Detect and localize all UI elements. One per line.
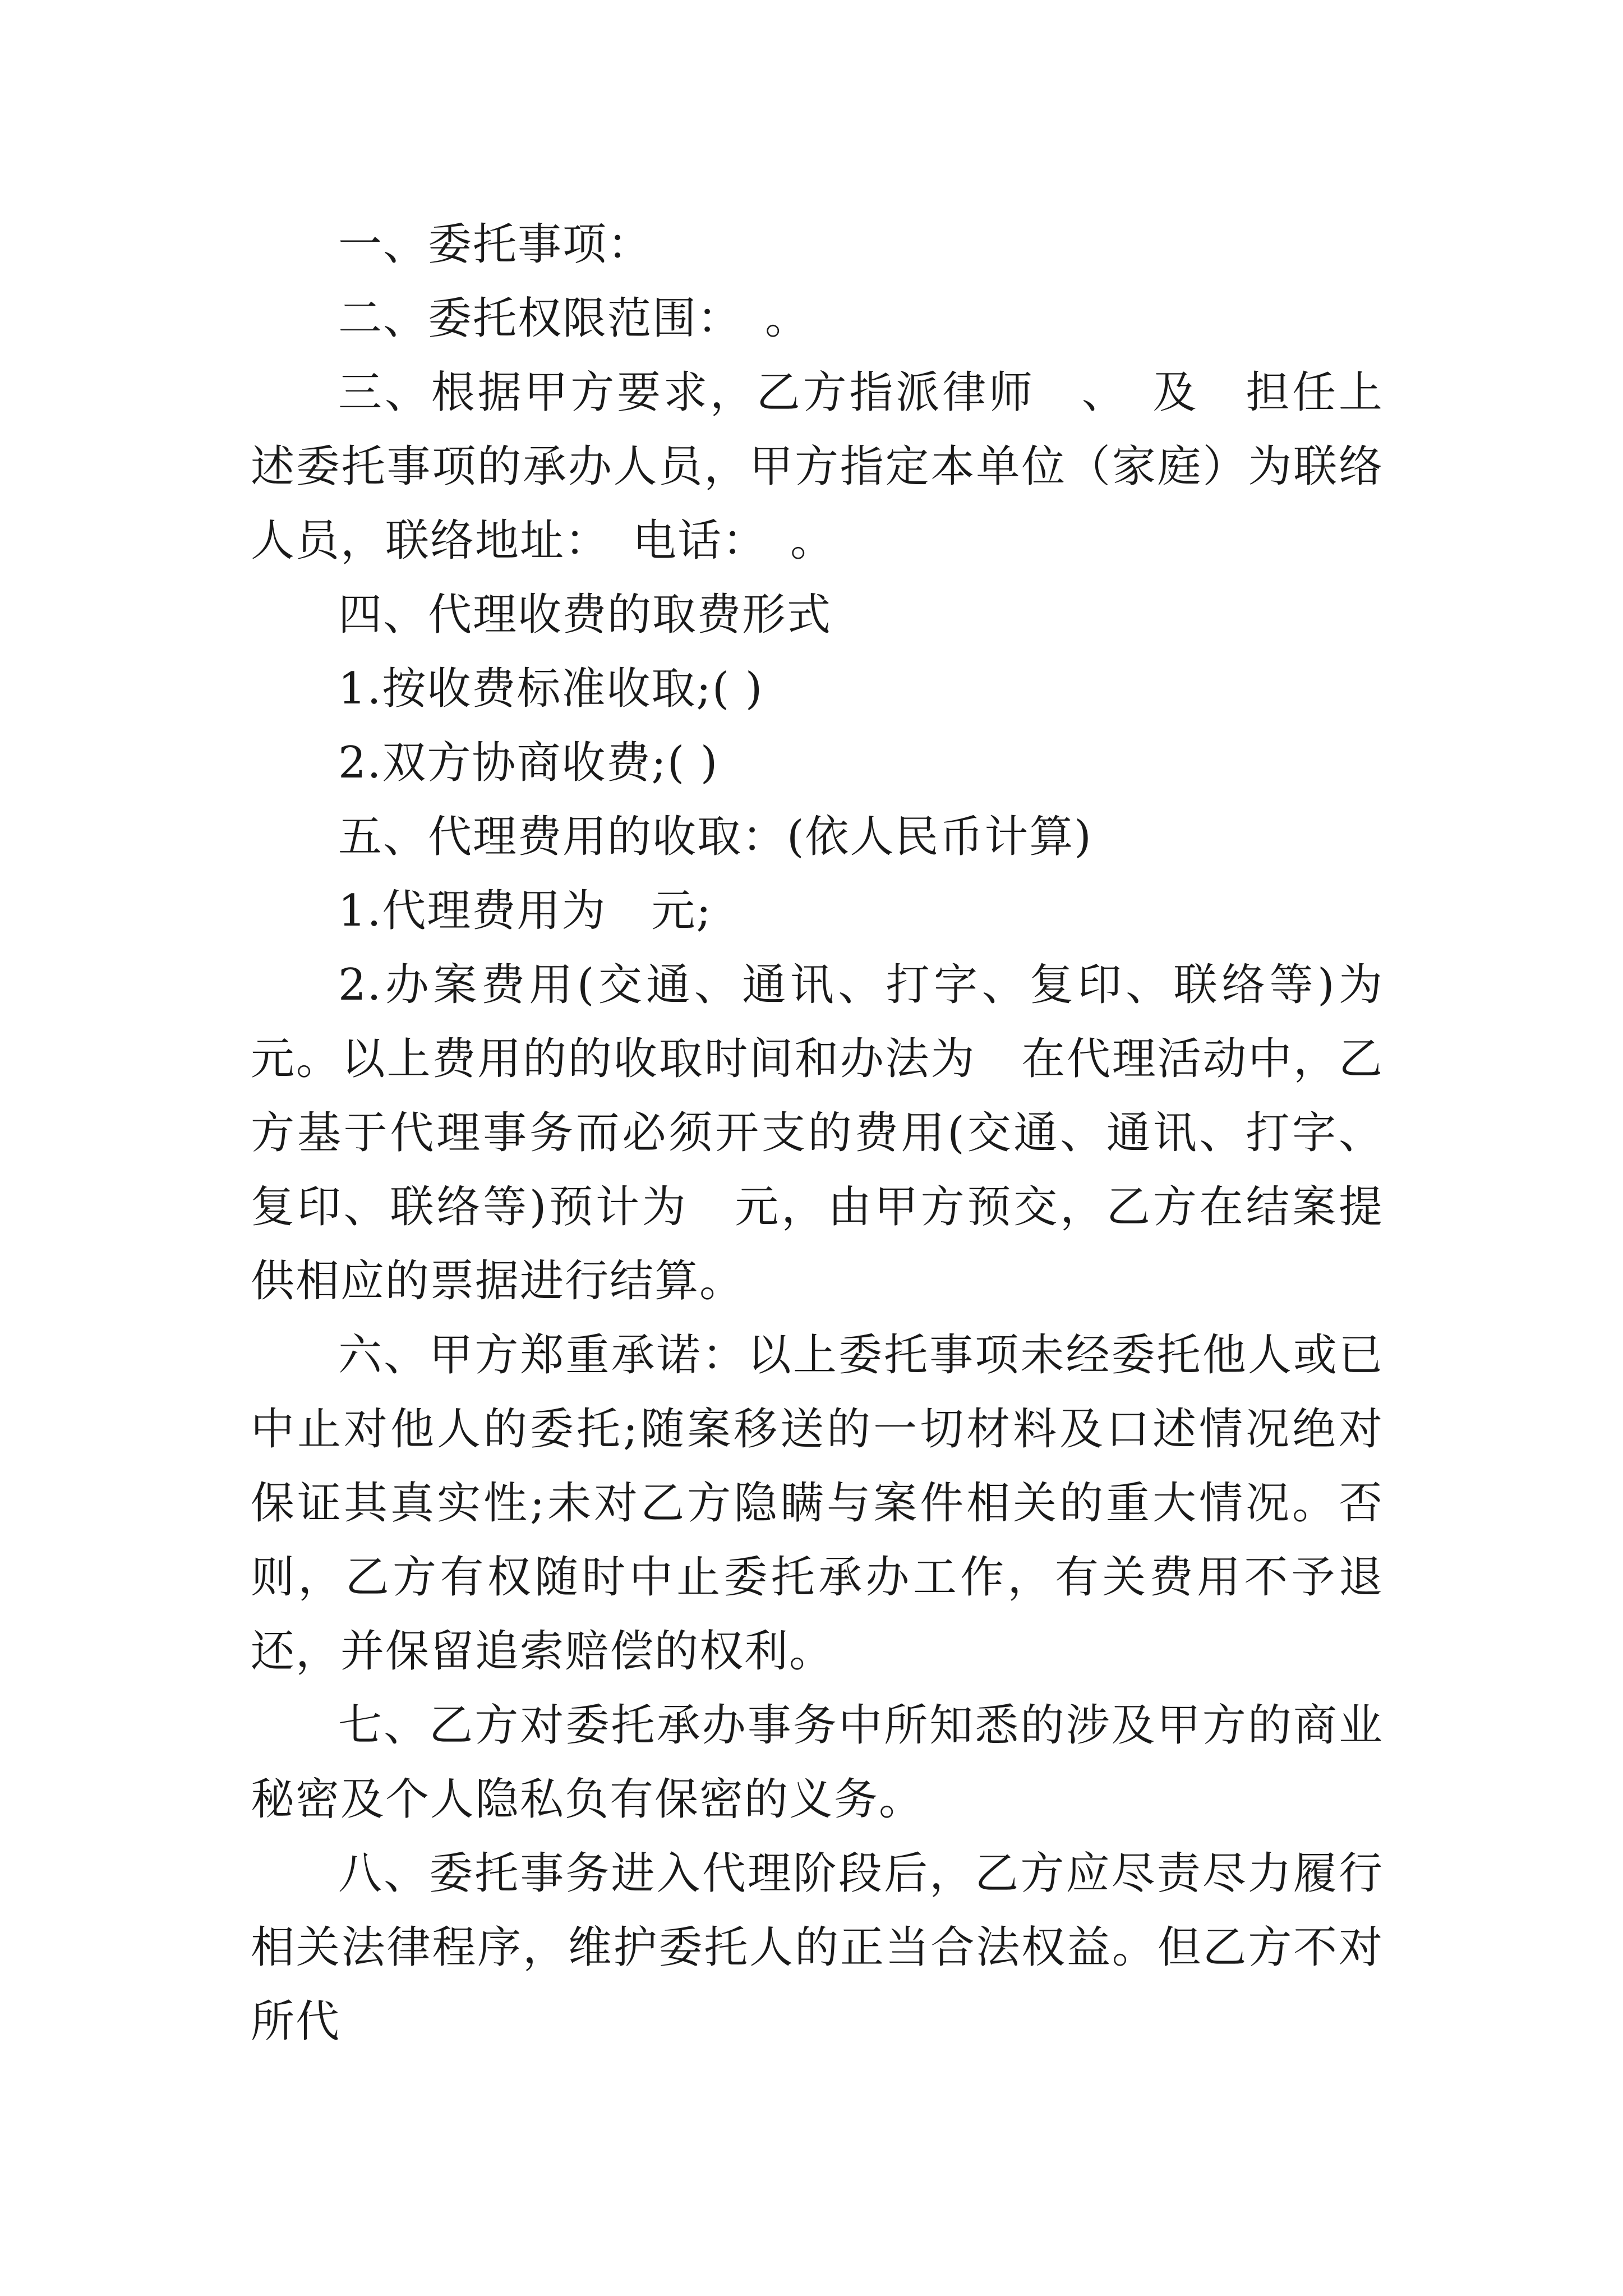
paragraph-5-fee-collection: 五、代理费用的收取：(依人民币计算) [338,812,1092,862]
paragraph-4-1-standard-fee: 1.按收费标准收取;( ) [338,664,764,714]
paragraph-8-agency-duties: 八、委托事务进入代理阶段后，乙方应尽责尽力履行相关法律程序，维护委托人的正当合法权益。但乙方不对所代 [251,1848,1384,2047]
paragraph-1-entrusted-matters: 一、委托事项： [338,219,653,270]
paragraph-7-confidentiality: 七、乙方对委托承办事务中所知悉的涉及甲方的商业秘密及个人隐私负有保密的义务。 [251,1700,1384,1825]
paragraph-6-party-a-commitment: 六、甲方郑重承诺：以上委托事项未经委托他人或已中止对他人的委托;随案移送的一切材料及口述情况绝对保证其真实性;未对乙方隐瞒与案件相关的重大情况。否则，乙方有权随时中止委托承办工作，有关费用不予退还，并保留追索赔偿的权利。 [251,1330,1384,1677]
document-body [251,208,1429,2059]
paragraph-4-fee-form: 四、代理收费的取费形式 [338,590,832,640]
paragraph-3-assigned-lawyers: 三、根据甲方要求，乙方指派律师 、 及 担任上述委托事项的承办人员，甲方指定本单位（家庭）为联络人员，联络地址： 电话： 。 [251,367,1384,566]
paragraph-2-authority-scope: 二、委托权限范围： 。 [338,293,810,344]
paragraph-4-2-negotiated-fee: 2.双方协商收费;( ) [338,738,719,788]
paragraph-5-1-agency-fee: 1.代理费用为 元; [338,886,712,936]
paragraph-5-2-case-expenses: 2.办案费用(交通、通讯、打字、复印、联络等)为 元。以上费用的的收取时间和办法为 在代理活动中，乙方基于代理事务而必须开支的费用(交通、通讯、打字、复印、联络等)预计为 元，由甲方预交，乙方在结案提供相应的票据进行结算。 [251,960,1429,1306]
